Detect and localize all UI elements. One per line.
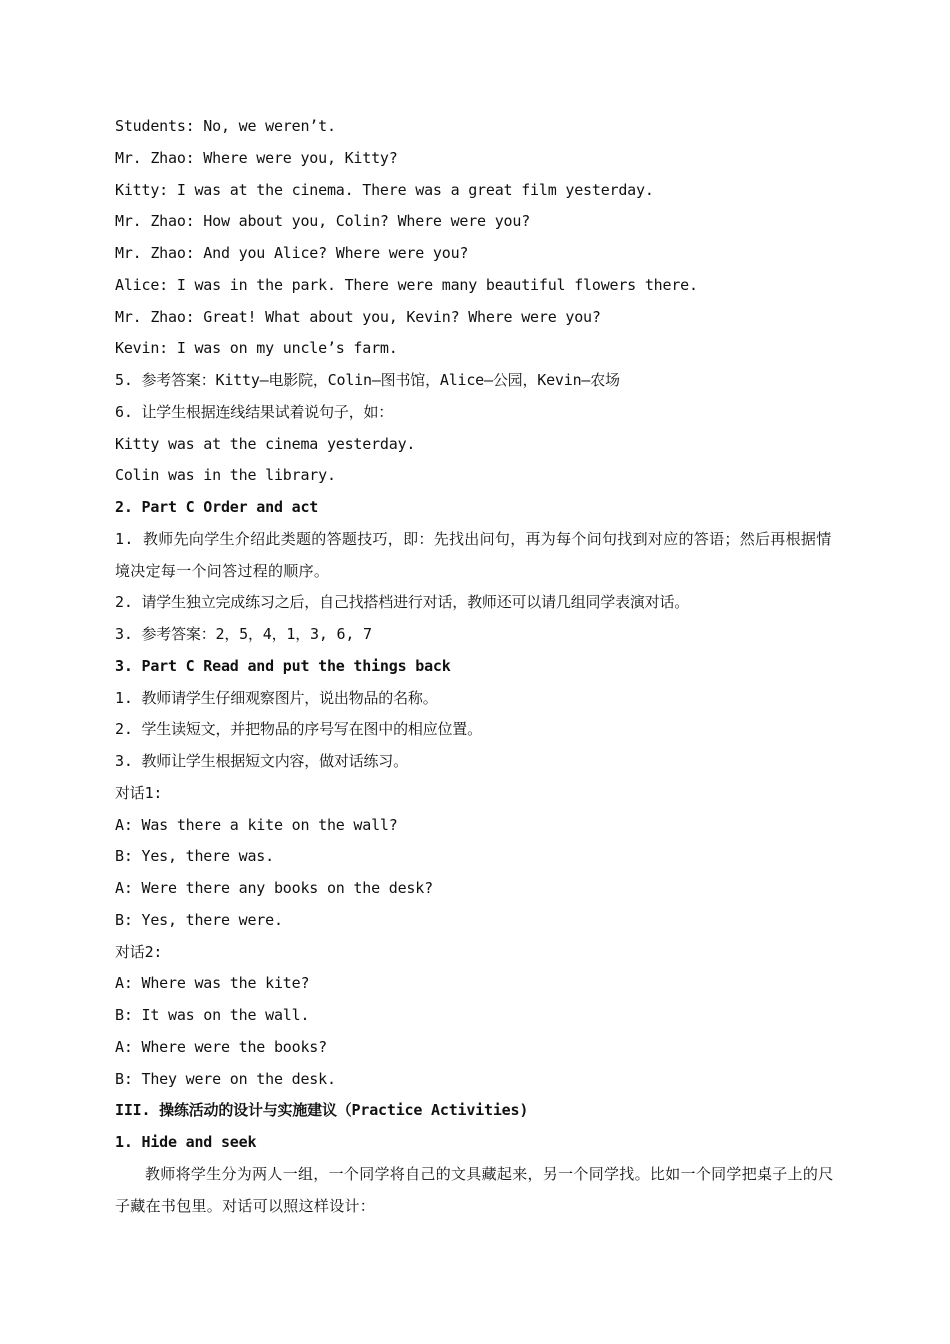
dialogue-line: A: Where was the kite? [115, 974, 310, 993]
example-sentence: Colin was in the library. [115, 466, 336, 485]
dialogue-line: Kitty: I was at the cinema. There was a great film yesterday. [115, 180, 654, 199]
dialogue-line: B: Yes, there were. [115, 910, 283, 929]
dialogue-line: Mr. Zhao: Great! What about you, Kevin? Where were you? [115, 307, 601, 326]
numbered-step: 5. 参考答案：Kitty—电影院，Colin—图书馆，Alice—公园，Kevin—农场 [115, 371, 620, 389]
document-body [115, 111, 837, 1222]
dialogue-line: Students: No, we weren’t. [115, 117, 336, 135]
numbered-step: 3. 教师让学生根据短文内容，做对话练习。 [115, 752, 408, 770]
dialogue-line: Mr. Zhao: How about you, Colin? Where were you? [115, 212, 531, 231]
dialogue-line: Mr. Zhao: Where were you, Kitty? [115, 148, 398, 167]
dialogue-line: A: Where were the books? [115, 1037, 327, 1056]
dialogue-line: A: Was there a kite on the wall? [115, 815, 398, 834]
numbered-step: 2. 学生读短文，并把物品的序号写在图中的相应位置。 [115, 720, 482, 739]
dialogue-label: 对话1: [115, 783, 163, 802]
example-sentence: Kitty was at the cinema yesterday. [115, 434, 416, 453]
dialogue-line: B: It was on the wall. [115, 1006, 310, 1024]
activity-description: 教师将学生分为两人一组，一个同学将自己的文具藏起来，另一个同学找。比如一个同学把桌子上的尺子藏在书包里。对话可以照这样设计： [115, 1164, 834, 1215]
numbered-step: 1. 教师请学生仔细观察图片，说出物品的名称。 [115, 688, 438, 707]
numbered-step: 6. 让学生根据连线结果试着说句子，如： [115, 402, 394, 421]
numbered-step: 3. 参考答案：2，5，4，1，3, 6, 7 [115, 625, 372, 643]
dialogue-line: Alice: I was in the park. There were many beautiful flowers there. [115, 275, 698, 294]
numbered-step: 1. 教师先向学生介绍此类题的答题技巧，即：先找出问句，再为每个问句找到对应的答语；然后再根据情境决定每一个问答过程的顺序。 [115, 529, 832, 580]
dialogue-line: B: Yes, there was. [115, 847, 274, 866]
subsection-heading: 1. Hide and seek [115, 1133, 257, 1151]
dialogue-line: Mr. Zhao: And you Alice? Where were you? [115, 244, 469, 262]
dialogue-line: A: Were there any books on the desk? [115, 879, 433, 897]
dialogue-line: B: They were on the desk. [115, 1069, 336, 1088]
section-heading: 2. Part C Order and act [115, 498, 319, 516]
section-heading: 3. Part C Read and put the things back [115, 656, 451, 675]
dialogue-label: 对话2: [115, 942, 163, 961]
section-heading: III. 操练活动的设计与实施建议（Practice Activities) [115, 1101, 529, 1120]
dialogue-line: Kevin: I was on my uncle’s farm. [115, 339, 398, 358]
numbered-step: 2. 请学生独立完成练习之后，自己找搭档进行对话，教师还可以请几组同学表演对话。 [115, 593, 690, 612]
